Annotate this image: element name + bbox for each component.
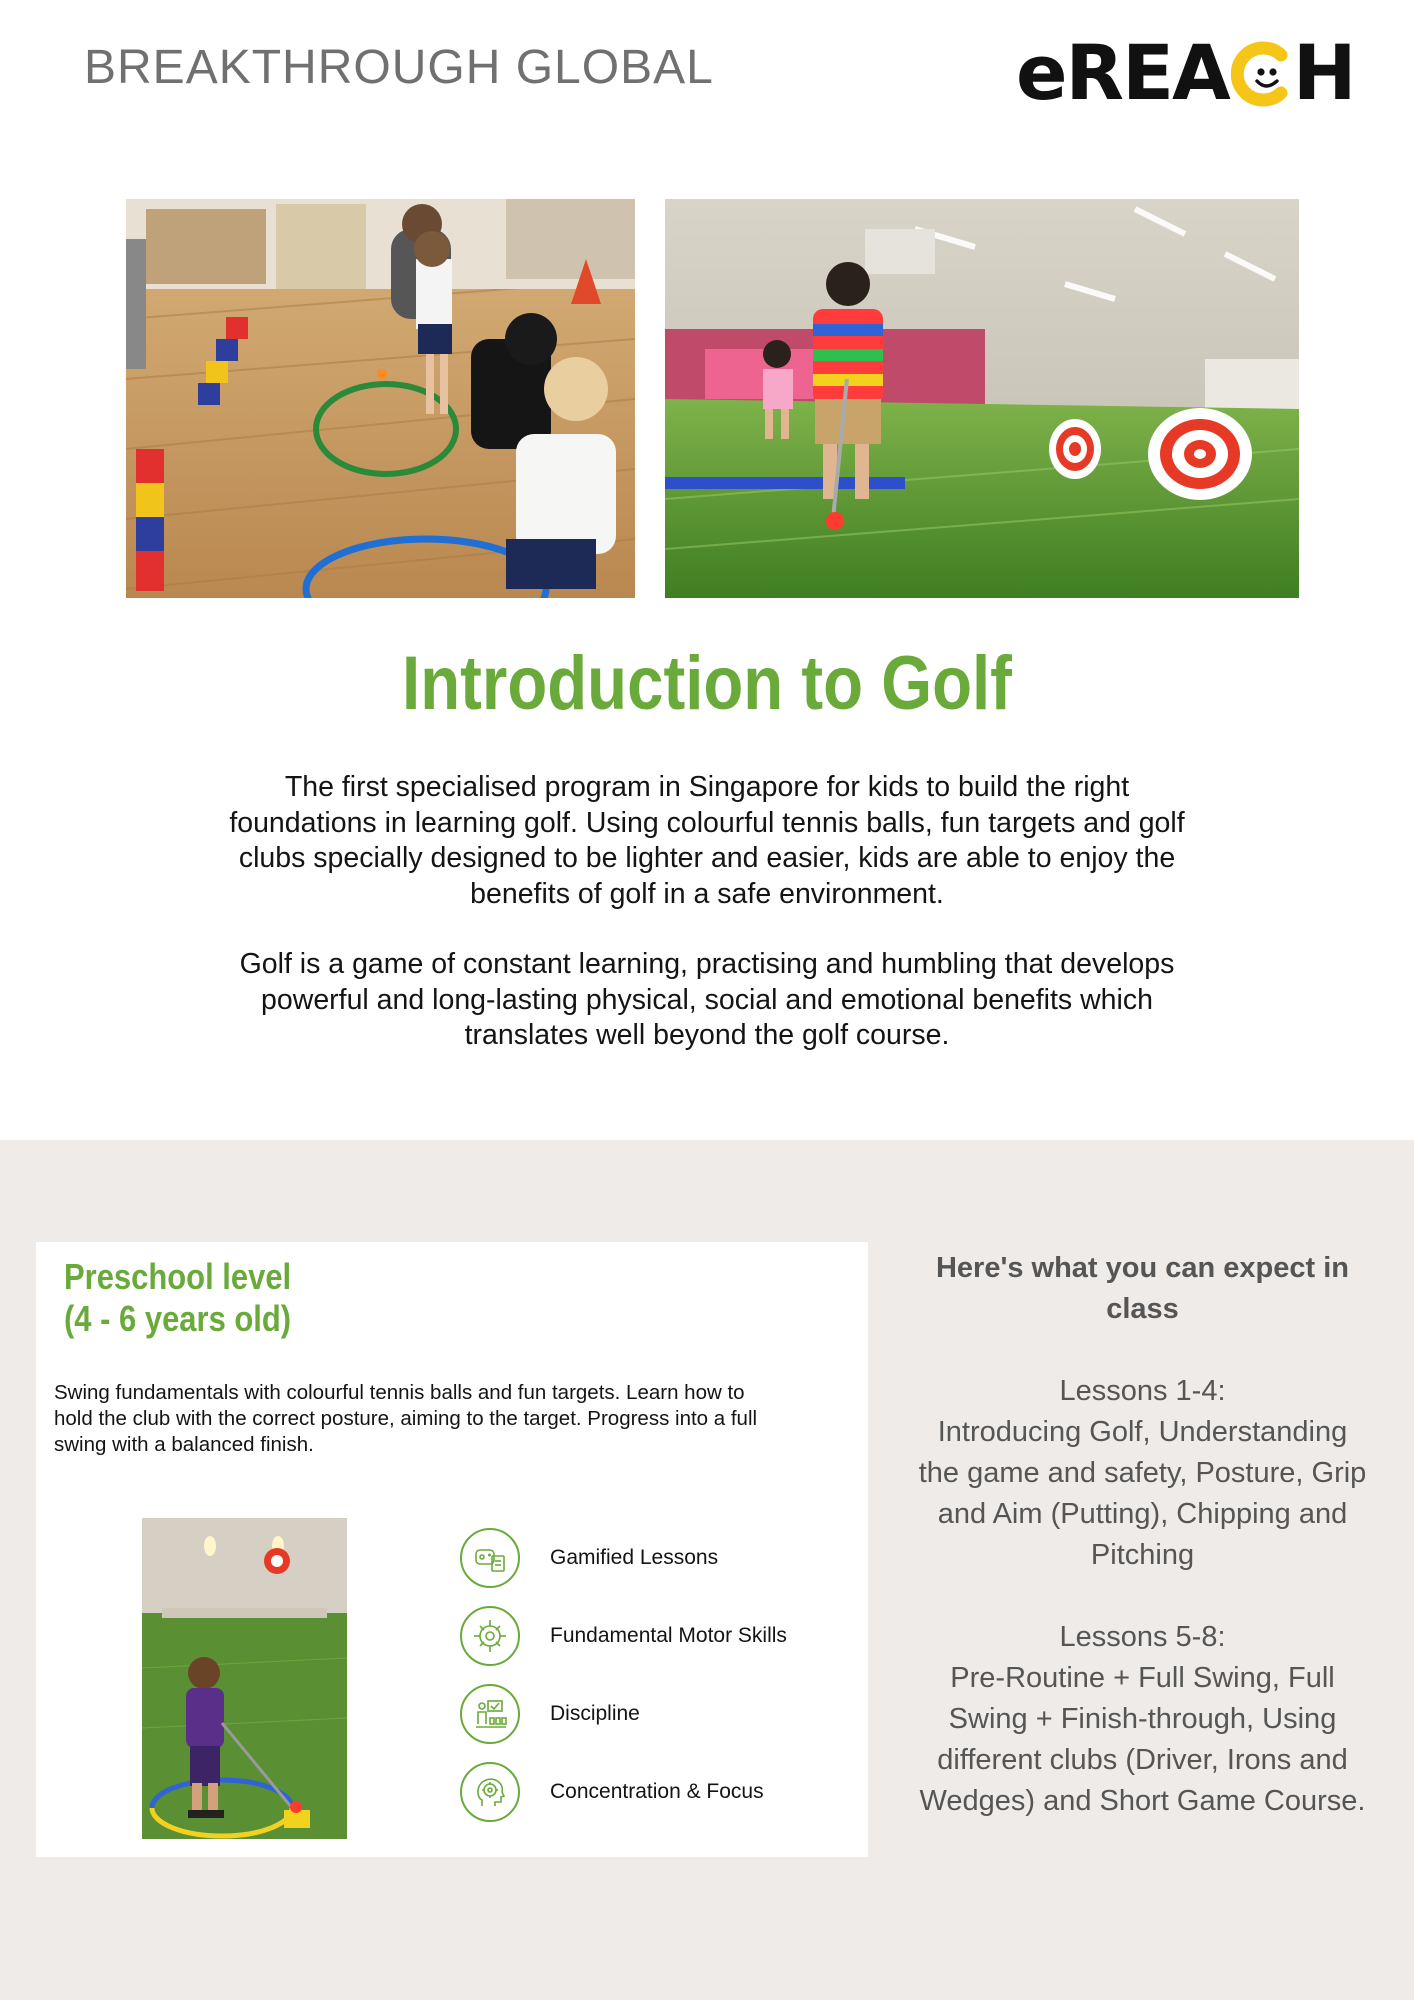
motor-skills-icon	[460, 1606, 520, 1666]
discipline-icon	[460, 1684, 520, 1744]
benefits-line: translates well beyond the golf course.	[464, 1019, 950, 1051]
lessons-5-8-line: different clubs (Driver, Irons and	[937, 1744, 1348, 1776]
focus-icon	[460, 1762, 520, 1822]
feature-label: Discipline	[550, 1702, 640, 1725]
logo-suffix: H	[1292, 27, 1355, 117]
preschool-card	[36, 1242, 868, 1857]
feature-label: Gamified Lessons	[550, 1546, 719, 1569]
lessons-5-8-title: Lessons 5-8:	[1059, 1621, 1226, 1653]
ereach-logo	[1016, 27, 1355, 117]
class-expectations	[890, 1248, 1395, 1822]
expect-heading	[890, 1248, 1395, 1330]
page-title: Introduction to Golf	[402, 641, 1012, 726]
benefits-paragraph	[150, 947, 1264, 1054]
indoor-turf-golf-photo	[665, 199, 1299, 598]
benefits-line: powerful and long-lasting physical, social and emotional benefits which	[261, 983, 1153, 1016]
expect-heading-line: Here's what you can expect in	[935, 1252, 1350, 1284]
brand-name: BREAKTHROUGH GLOBAL	[84, 41, 714, 94]
card-title-line: Preschool level	[64, 1256, 292, 1297]
intro-paragraph	[150, 770, 1264, 912]
card-desc-line: hold the club with the correct posture, aiming to the target. Progress into a full	[54, 1407, 758, 1430]
benefits-line: Golf is a game of constant learning, practising and humbling that develops	[239, 948, 1175, 980]
feature-gamified-lessons	[460, 1526, 718, 1590]
card-desc-line: Swing fundamentals with colourful tennis balls and fun targets. Learn how to	[54, 1381, 745, 1404]
card-title	[64, 1256, 291, 1340]
feature-discipline	[460, 1682, 640, 1746]
classroom-golf-photo	[126, 199, 635, 598]
lessons-5-8-line: Pre-Routine + Full Swing, Full	[950, 1662, 1335, 1694]
lessons-5-8-line: Swing + Finish-through, Using	[948, 1703, 1337, 1735]
smiley-c-icon	[1231, 37, 1291, 107]
intro-line: foundations in learning golf. Using colourful tennis balls, fun targets and golf	[229, 806, 1185, 839]
expect-heading-line: class	[1106, 1293, 1179, 1325]
lessons-1-4-line: and Aim (Putting), Chipping and	[937, 1498, 1348, 1530]
intro-line: benefits of golf in a safe environment.	[470, 877, 944, 910]
kid-swing-photo	[142, 1518, 347, 1839]
lessons-5-8-line: Wedges) and Short Game Course.	[919, 1785, 1366, 1817]
feature-label: Concentration & Focus	[550, 1780, 764, 1803]
feature-label: Fundamental Motor Skills	[550, 1624, 787, 1647]
card-description	[54, 1380, 874, 1458]
lessons-1-4-title: Lessons 1-4:	[1059, 1375, 1226, 1407]
intro-line: clubs specially designed to be lighter and easier, kids are able to enjoy the	[238, 842, 1176, 874]
lessons-1-4-line: the game and safety, Posture, Grip	[918, 1457, 1367, 1489]
intro-line: The first specialised program in Singapore for kids to build the right	[284, 771, 1130, 803]
lessons-1-4-line: Pitching	[1090, 1539, 1195, 1571]
gamified-icon	[460, 1528, 520, 1588]
card-desc-line: swing with a balanced finish.	[54, 1433, 314, 1456]
logo-prefix: eREA	[1016, 27, 1229, 117]
feature-motor-skills	[460, 1604, 787, 1668]
lessons-1-4-line: Introducing Golf, Understanding	[937, 1416, 1348, 1448]
feature-concentration	[460, 1760, 764, 1824]
card-age-range: (4 - 6 years old)	[64, 1298, 292, 1339]
